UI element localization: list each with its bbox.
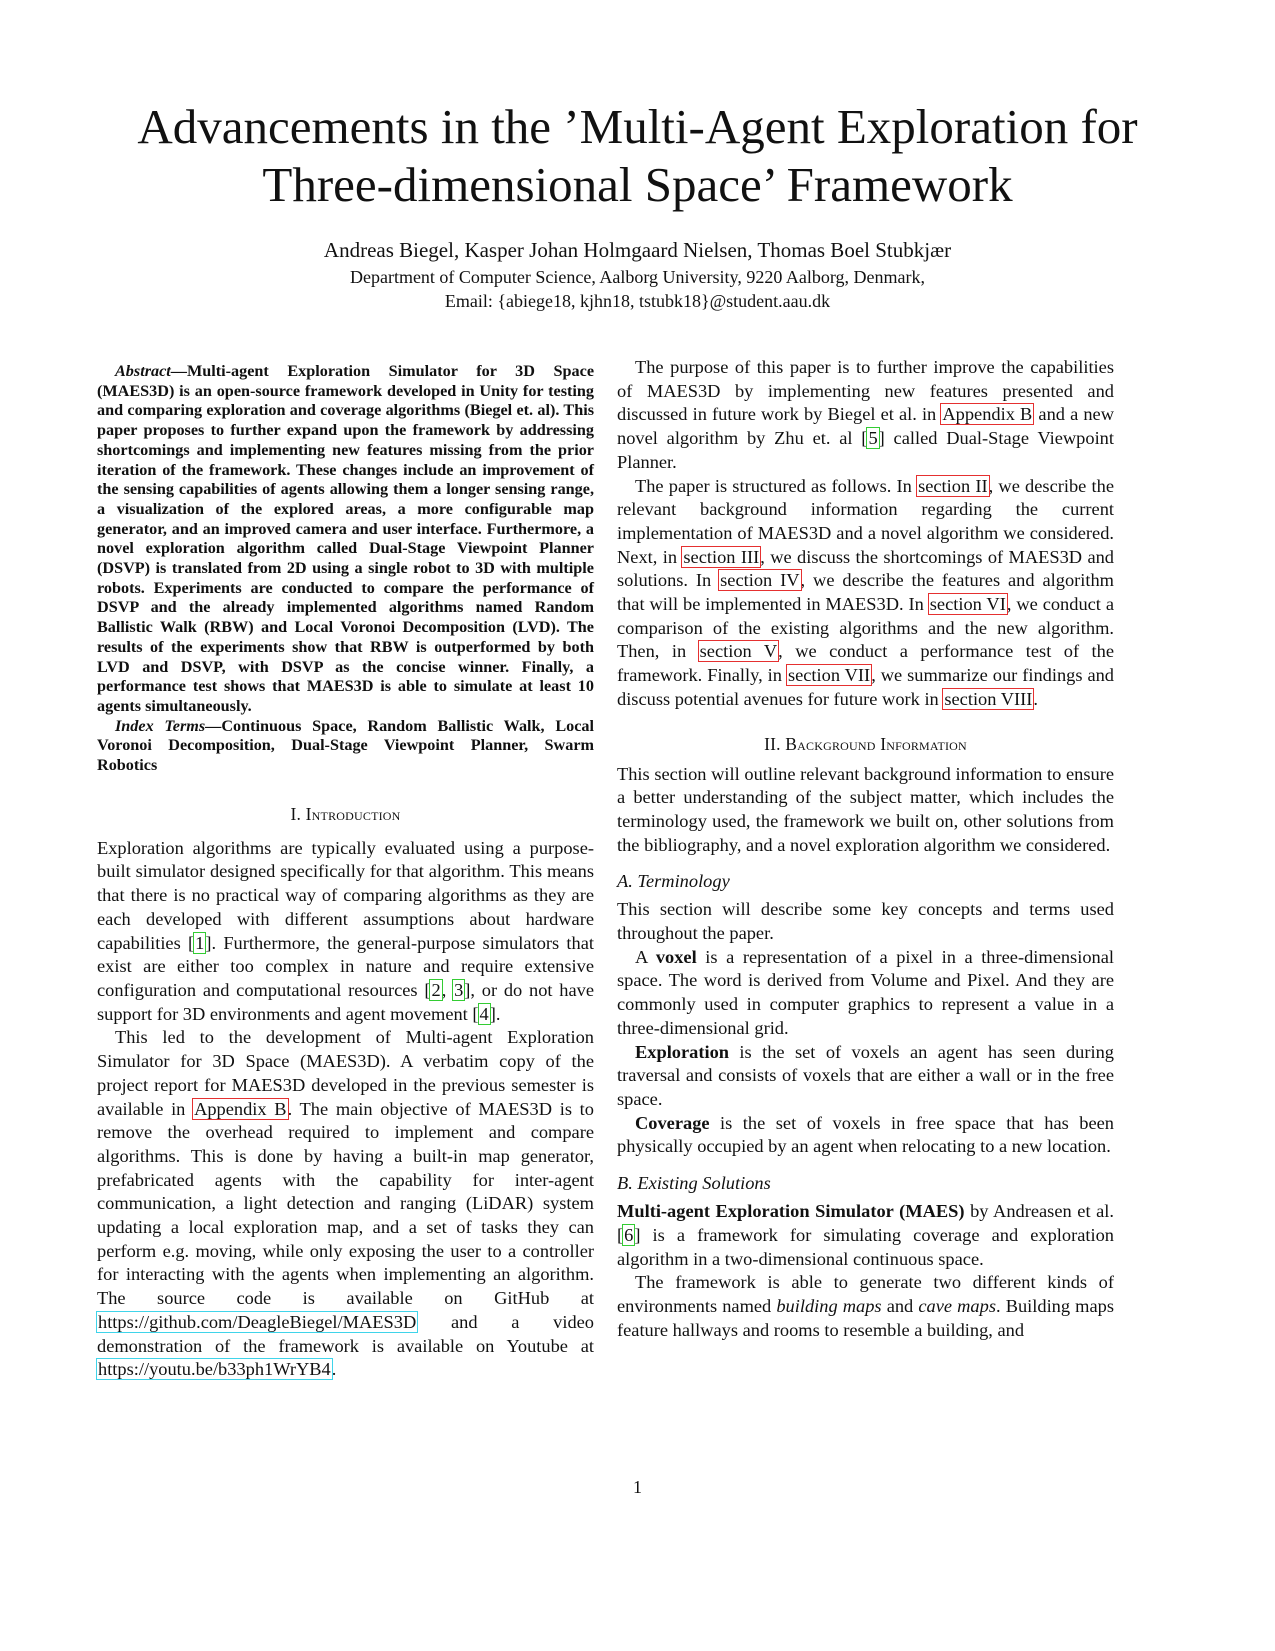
- author-list: Andreas Biegel, Kasper Johan Holmgaard Nielsen, Thomas Boel Stubkjær: [323, 238, 952, 262]
- purpose-paragraph: The purpose of this paper is to further improve the capabilities of MAES3D by implementing new features presented and discussed in future work by Biegel et al. in Appendix B and a new novel algorithm by Zhu et. al [5] called Dual-Stage Viewpoint Planner.: [617, 357, 1114, 472]
- term-voxel: voxel: [655, 946, 697, 967]
- abstract-label: Abstract: [115, 362, 171, 380]
- youtube-url-link[interactable]: https://youtu.be/b33ph1WrYB4: [98, 1359, 331, 1380]
- section-link[interactable]: section VIII: [944, 688, 1033, 709]
- affiliation: Department of Computer Science, Aalborg University, 9220 Aalborg, Denmark,: [349, 267, 926, 287]
- citation-link[interactable]: 5: [868, 428, 878, 449]
- intro-paragraph-2: This led to the development of Multi-agent Exploration Simulator for 3D Space (MAES3D). A verbatim copy of the project report for MAES3D developed in the previous semester is available in Appendix B. The main objective of MAES3D is to remove the overhead required to implement and compare algorithms. This is done by having a built-in map generator, prefabricated agents with the capability for inter-agent communication, a light detection and ranging (LiDAR) system updating a local exploration map, and a set of tasks they can perform e.g. moving, while only exposing the user to a controller for interacting with the agents when implementing an algorithm. The source code is available on GitHub at https://github.com/DeagleBiegel/MAES3D and a video demonstration of the framework is available on Youtube at https://youtu.be/b33ph1WrYB4.: [97, 1027, 594, 1380]
- section-heading-background: II. Background Information: [764, 733, 967, 754]
- title-line-2: Three-dimensional Space’ Framework: [262, 157, 1013, 212]
- section-link[interactable]: section IV: [720, 570, 800, 591]
- term-maes: Multi-agent Exploration Simulator (MAES): [617, 1201, 965, 1222]
- index-terms-label: Index Terms: [115, 716, 206, 735]
- subsection-heading-terminology: A. Terminology: [617, 871, 730, 892]
- citation-link[interactable]: 4: [479, 1003, 489, 1024]
- citation-link[interactable]: 3: [454, 979, 464, 1000]
- index-terms: [97, 717, 594, 776]
- abstract: [97, 362, 594, 717]
- github-url-link[interactable]: https://github.com/DeagleBiegel/MAES3D: [98, 1311, 417, 1332]
- appendix-link[interactable]: Appendix B: [942, 404, 1033, 425]
- maes-paragraph: Multi-agent Exploration Simulator (MAES) by Andreasen et al. [6] is a framework for simulating coverage and exploration algorithm in a two-dimensional continuous space.: [617, 1201, 1115, 1269]
- email: Email: {abiege18, kjhn18, tstubk18}@student.aau.dk: [444, 291, 831, 311]
- citation-link[interactable]: 1: [195, 932, 205, 953]
- coverage-paragraph: Coverage is the set of voxels in free space that has been physically occupied by an agent when relocating to a new location.: [617, 1112, 1114, 1157]
- section-link[interactable]: section VII: [787, 665, 871, 686]
- citation-link[interactable]: 6: [624, 1224, 634, 1245]
- intro-paragraph-1: Exploration algorithms are typically evaluated using a purpose-built simulator designed specifically for that algorithm. This means that there is no practical way of comparing algorithms as they are each developed with different assumptions about hardware capabilities [1]. Furthermore, the general-purpose simulators that exist are either too complex in nature and require extensive configuration and computational resources [2, 3], or do not have support for 3D environments and agent movement [4].: [97, 837, 595, 1024]
- left-column: [97, 362, 594, 1382]
- section-link[interactable]: section VI: [929, 594, 1006, 615]
- exploration-paragraph: Exploration is the set of voxels an agent has seen during traversal and consists of voxels that are either a wall or in the free space.: [617, 1041, 1114, 1109]
- section-heading-introduction: I. Introduction: [290, 803, 401, 824]
- background-paragraph: This section will outline relevant background information to ensure a better understanding of the subject matter, which includes the terminology used, the framework we built on, other solutions from the bibliography, and a novel exploration algorithm we considered.: [617, 763, 1114, 855]
- citation-link[interactable]: 2: [431, 979, 441, 1000]
- title-line-1: Advancements in the ’Multi-Agent Exploration for: [137, 99, 1138, 154]
- term-exploration: Exploration: [635, 1041, 730, 1062]
- term-coverage: Coverage: [635, 1112, 710, 1133]
- index-terms-text: —Continuous Space, Random Ballistic Walk, Local Voronoi Decomposition, Dual-Stage Viewpoint Planner, Swarm Robotics: [97, 716, 594, 775]
- structure-paragraph: The paper is structured as follows. In section II, we describe the relevant background information regarding the current implementation of MAES3D and a novel algorithm we considered. Next, in section III, we discuss the shortcomings of MAES3D and solutions. In section IV, we describe the features and algorithm that will be implemented in MAES3D. In section VI, we conduct a comparison of the existing algorithms and the new algorithm. Then, in section V, we conduct a performance test of the framework. Finally, in section VII, we summarize our findings and discuss potential avenues for future work in section VIII.: [617, 475, 1115, 709]
- section-link[interactable]: section II: [918, 475, 988, 496]
- voxel-paragraph: A voxel is a representation of a pixel in a three-dimensional space. The word is derived from Volume and Pixel. And they are commonly used in computer graphics to represent a value in a three-dimensional grid.: [617, 946, 1114, 1038]
- page-number: 1: [633, 1477, 642, 1497]
- terminology-paragraph: This section will describe some key concepts and terms used throughout the paper.: [617, 899, 1114, 944]
- section-link[interactable]: section V: [699, 641, 778, 662]
- section-link[interactable]: section III: [683, 546, 760, 567]
- subsection-heading-existing-solutions: B. Existing Solutions: [617, 1173, 771, 1194]
- abstract-text: —Multi-agent Exploration Simulator for 3D Space (MAES3D) is an open-source framework developed in Unity for testing and comparing exploration and coverage algorithms (Biegel et. al). This paper proposes to further expand upon the framework by addressing shortcomings and implementing new features missing from the prior iteration of the framework. These changes include an improvement of the sensing capabilities of agents allowing them a longer sensing range, a visualization of the explored areas, a more configurable map generator, and an improved camera and user interface. Furthermore, a novel exploration algorithm called Dual-Stage Viewpoint Planner (DSVP) is translated from 2D using a single robot to 3D with multiple robots. Experiments are conducted to compare the performance of DSVP and the already implemented algorithms named Random Ballistic Walk (RBW) and Local Voronoi Decomposition (LVD). The results of the experiments show that RBW is outperformed by both LVD and DSVP, with DSVP as the concise winner. Finally, a performance test shows that MAES3D is able to simulate at least 10 agents simultaneously.: [97, 362, 594, 715]
- maps-paragraph: The framework is able to generate two different kinds of environments named building maps and cave maps. Building maps feature hallways and rooms to resemble a building, and: [617, 1272, 1114, 1340]
- appendix-link[interactable]: Appendix B: [194, 1098, 287, 1119]
- right-column: [617, 356, 1114, 1342]
- paper-title: [60, 98, 1215, 214]
